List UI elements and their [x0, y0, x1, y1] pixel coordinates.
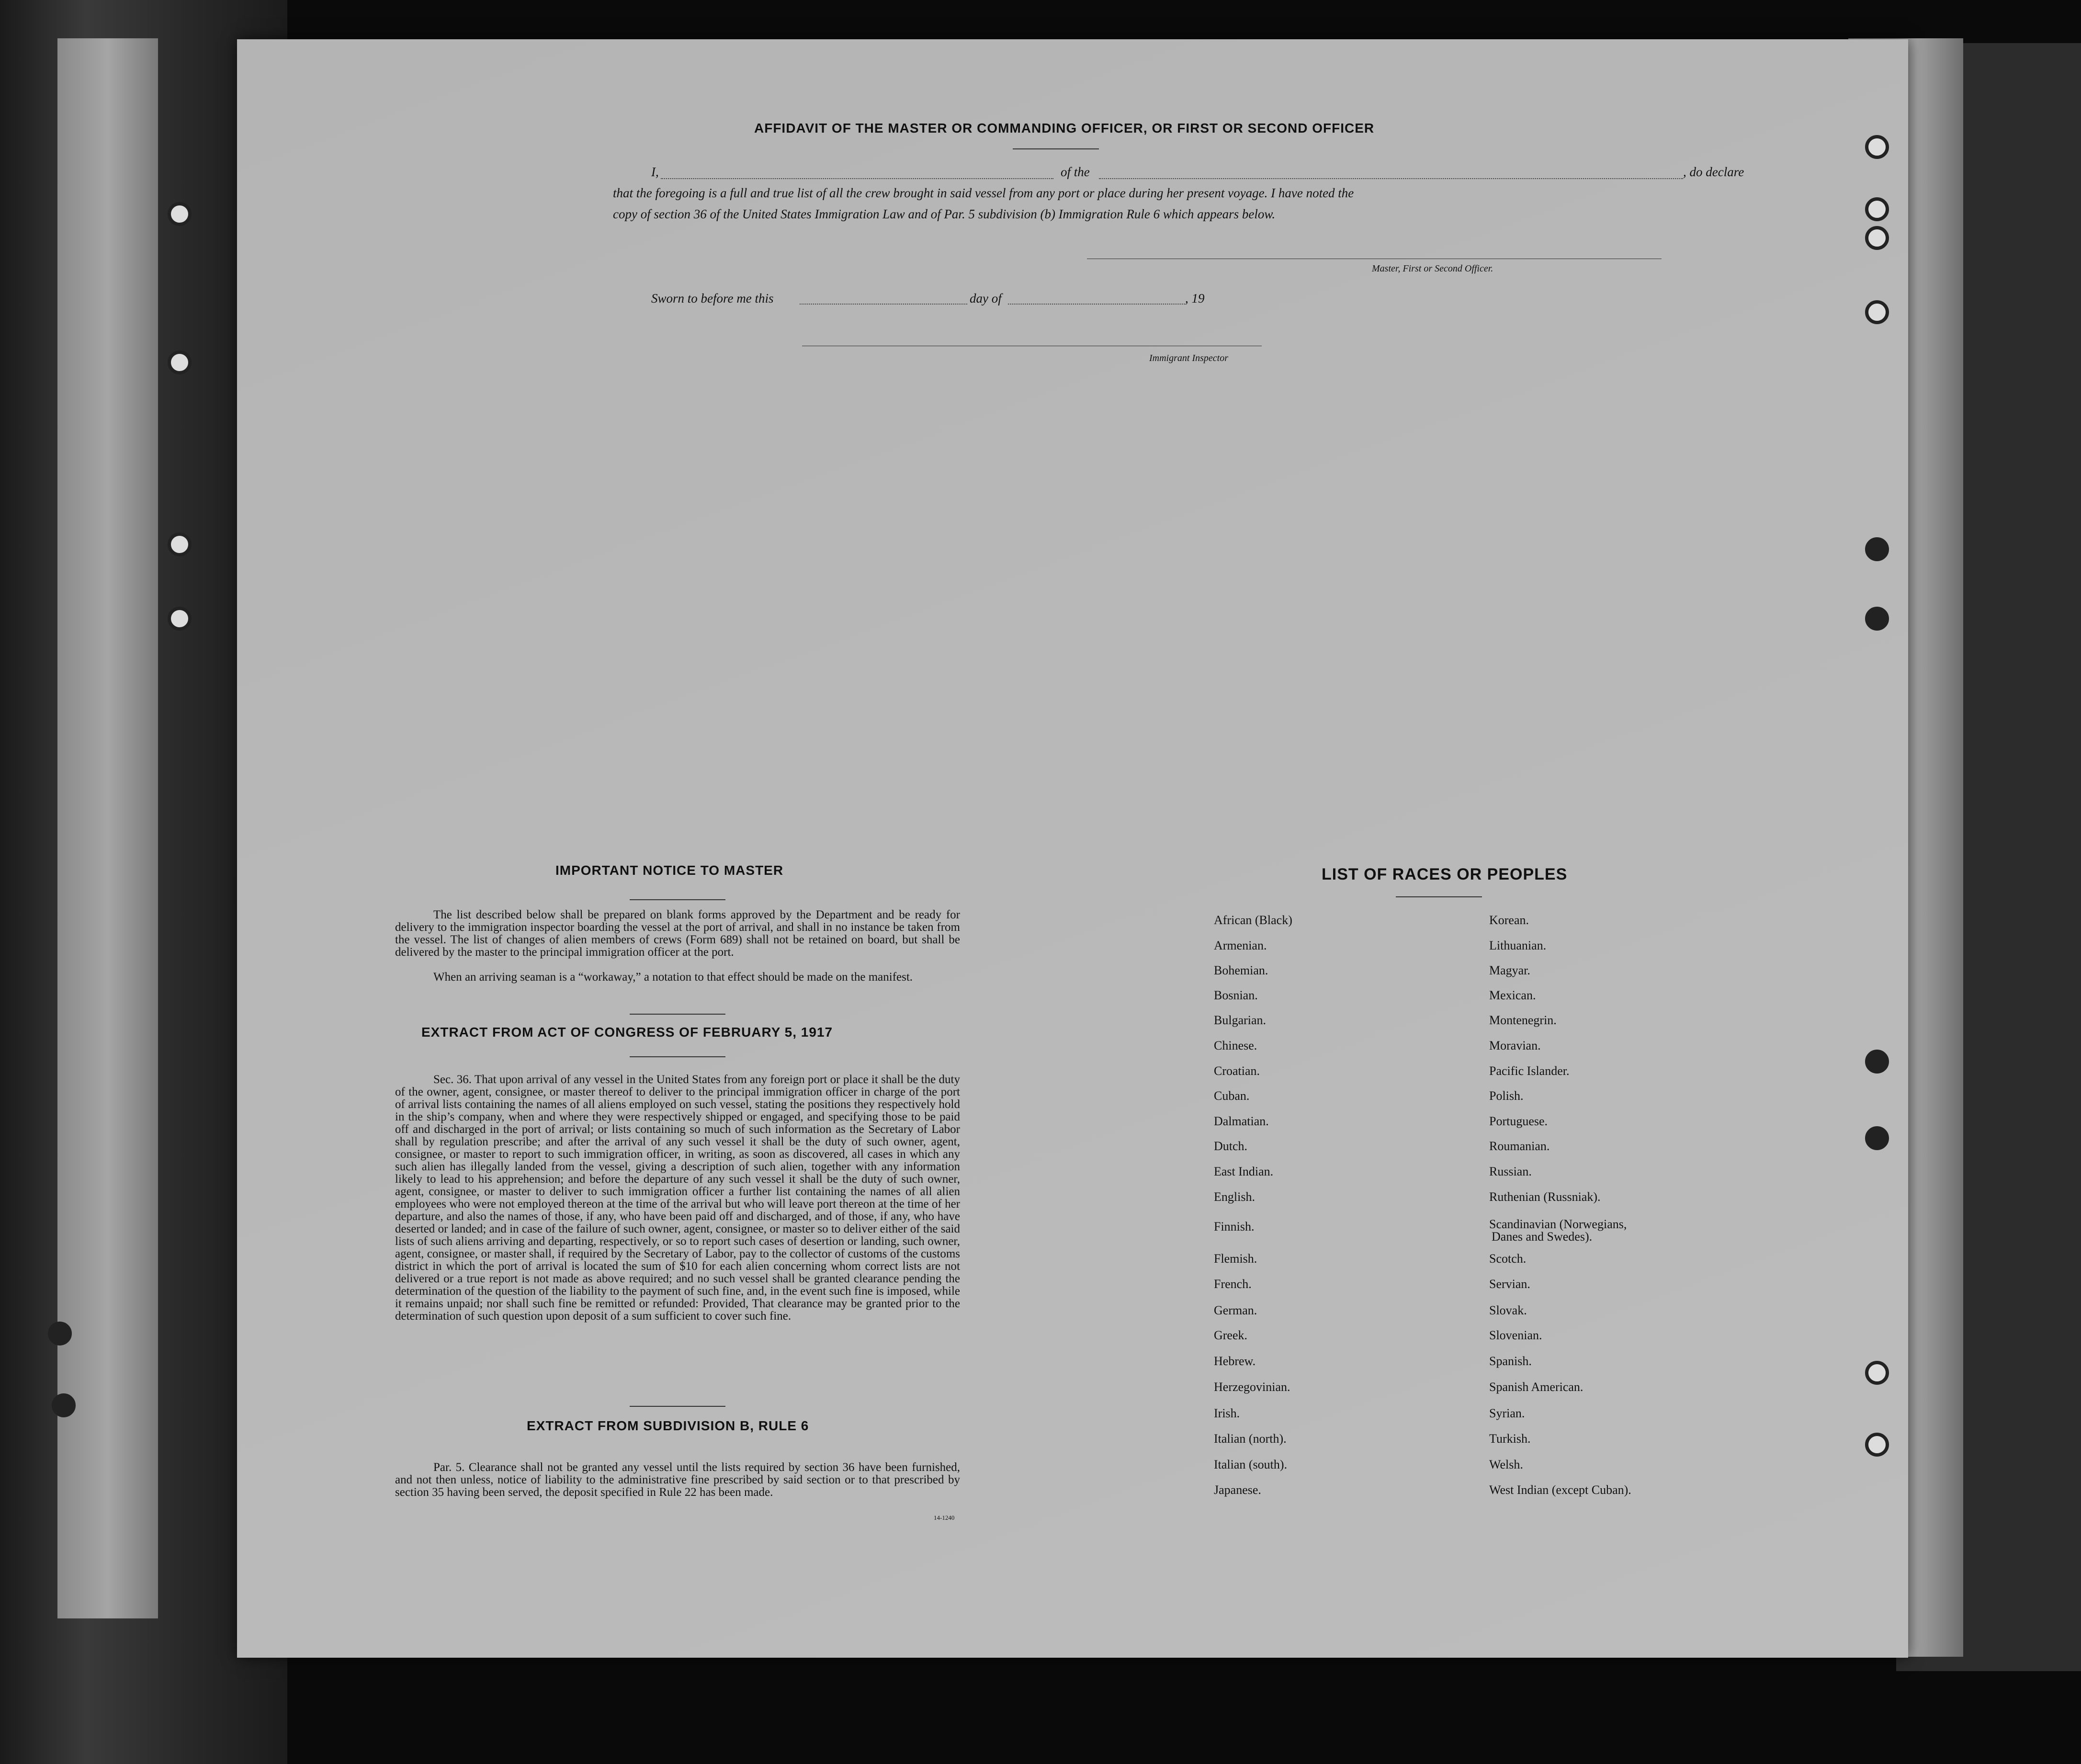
race-item: Turkish.: [1489, 1432, 1531, 1446]
race-item: Armenian.: [1214, 939, 1267, 952]
extract-act-divider-top: [630, 1014, 725, 1015]
race-item: Slovak.: [1489, 1303, 1527, 1317]
race-item: French.: [1214, 1277, 1252, 1291]
notice-title: IMPORTANT NOTICE TO MASTER: [555, 863, 784, 878]
race-item: Roumanian.: [1489, 1139, 1550, 1153]
race-item: Flemish.: [1214, 1252, 1257, 1266]
extract-act-title: EXTRACT FROM ACT OF CONGRESS OF FEBRUARY 5, 1917: [421, 1025, 833, 1040]
vessel-name-blank[interactable]: [1099, 178, 1683, 179]
sworn-month-blank[interactable]: [1008, 304, 1185, 305]
race-item: Ruthenian (Russniak).: [1489, 1190, 1601, 1204]
race-item: Chinese.: [1214, 1039, 1257, 1052]
race-item: Polish.: [1489, 1089, 1524, 1103]
sworn-label: Sworn to before me this: [651, 291, 774, 305]
binder-hole-icon: [52, 1393, 76, 1417]
race-item: Russian.: [1489, 1165, 1532, 1178]
affidavit-i-label: I,: [651, 165, 659, 179]
race-item: Scotch.: [1489, 1252, 1527, 1266]
punch-hole-icon: [168, 607, 192, 631]
race-item: Korean.: [1489, 913, 1529, 927]
extract-rule-title: EXTRACT FROM SUBDIVISION B, RULE 6: [527, 1418, 809, 1433]
extract-rule-divider: [630, 1406, 725, 1407]
punch-hole-icon: [1865, 300, 1889, 324]
extract-act-divider-bottom: [630, 1056, 725, 1057]
race-item: Moravian.: [1489, 1039, 1541, 1052]
race-item: Herzegovinian.: [1214, 1380, 1290, 1394]
manifest-back-page: [237, 39, 1908, 1658]
binder-hole-icon: [48, 1322, 72, 1346]
race-item: Portuguese.: [1489, 1114, 1548, 1128]
race-item: Bulgarian.: [1214, 1013, 1267, 1027]
extract-rule-text: Par. 5. Clearance shall not be granted any vessel until the lists required by section 36 have been furnished, and not then unless, notice of liability to the administrative fine prescribed by said section or to that prescribed by section 35 having been served, the deposit specified in Rule 22 has been made.: [395, 1461, 960, 1499]
race-item: Lithuanian.: [1489, 939, 1547, 952]
races-divider: [1396, 896, 1482, 897]
race-item: Syrian.: [1489, 1406, 1525, 1420]
affidavit-do-declare: , do declare: [1683, 165, 1744, 179]
races-title: LIST OF RACES OR PEOPLES: [1322, 865, 1568, 883]
punch-hole-icon: [1865, 197, 1889, 221]
punch-hole-icon: [168, 202, 192, 226]
race-item: Greek.: [1214, 1328, 1248, 1342]
punch-hole-icon: [1865, 1433, 1889, 1457]
race-item: East Indian.: [1214, 1165, 1274, 1178]
race-item: German.: [1214, 1303, 1257, 1317]
race-item: Slovenian.: [1489, 1328, 1542, 1342]
master-name-blank[interactable]: [661, 178, 1053, 179]
race-item: Magyar.: [1489, 963, 1530, 977]
race-item: Mexican.: [1489, 988, 1536, 1002]
race-item: Spanish American.: [1489, 1380, 1583, 1394]
punch-hole-icon: [1865, 226, 1889, 250]
notice-paragraph-2: When an arriving seaman is a “workaway,” a notation to that effect should be made on the manifest.: [433, 971, 913, 984]
punch-hole-icon: [168, 351, 192, 374]
punch-hole-icon: [1865, 1126, 1889, 1150]
adjacent-page-edge: [57, 38, 158, 1618]
race-item: Montenegrin.: [1489, 1013, 1557, 1027]
race-item: Servian.: [1489, 1277, 1530, 1291]
form-number: 14-1240: [934, 1514, 955, 1521]
race-item: Pacific Islander.: [1489, 1064, 1570, 1078]
race-item: Bosnian.: [1214, 988, 1258, 1002]
punch-hole-icon: [1865, 1361, 1889, 1385]
punch-hole-icon: [168, 532, 192, 556]
affidavit-of-the-label: of the: [1061, 165, 1090, 179]
race-item: Dutch.: [1214, 1139, 1248, 1153]
punch-hole-icon: [1865, 607, 1889, 631]
day-of-label: day of: [970, 291, 1002, 305]
extract-act-text: Sec. 36. That upon arrival of any vessel in the United States from any foreign port or place it shall be the duty of the owner, agent, consignee, or master thereof to deliver to the principal immigration officer in charge of the port of arrival lists containing the names of all aliens employed on such vessel, stating the positions they respectively hold in the ship’s company, when and where they were respectively shipped or engaged, and specifying those to be paid off and discharged in the port of arrival; or lists containing so much of such information as the Secretary of Labor shall by regulation prescribe; and after the arrival of any such vessel it shall be the duty of such owner, agent, consignee, or master to report to such immigration officer, in writing, as soon as discovered, all cases in which any such alien has illegally landed from the vessel, giving a description of such alien, together with any information likely to lead to his apprehension; and before the departure of any such vessel it shall be the duty of such owner, agent, consignee, or master to deliver to such immigration officer a further list containing the names of all alien employees who were not employed thereon at the time of the arrival but who will leave port thereon at the time of her departure, and also the names of those, if any, who have been paid off and discharged, and of those, if any, who have deserted or landed; and in case of the failure of such owner, agent, consignee, or master so to deliver either of the said lists of such aliens arriving and departing, respectively, or so to report such cases of desertion or landing, such owner, agent, consignee, or master shall, if required by the Secretary of Labor, pay to the collector of customs of the customs district in which the port of arrival is located the sum of $10 for each alien concerning whom correct lists are not delivered or a true report is not made as above required; and no such vessel shall be granted clearance pending the determination of the question of the liability to the payment of such fine, and, in the event such fine is imposed, while it remains unpaid; nor shall such fine be remitted or refunded: Provided, That clearance may be granted prior to the determination of such question upon deposit of a sum sufficient to cover such fine.: [395, 1073, 960, 1323]
race-item: Dalmatian.: [1214, 1114, 1269, 1128]
race-item: Irish.: [1214, 1406, 1240, 1420]
notice-paragraph-1: The list described below shall be prepared on blank forms approved by the Department and be ready for delivery to the immigration inspector boarding the vessel at the port of arrival, and shall in no instance be taken from the vessel. The list of changes of alien members of crews (Form 689) shall not be retained on board, but shall be delivered by the master to the principal immigration officer at the port.: [395, 908, 960, 959]
race-item: Italian (south).: [1214, 1458, 1288, 1471]
notice-divider: [630, 899, 725, 900]
year-label: , 19: [1185, 291, 1205, 305]
punch-hole-icon: [1865, 135, 1889, 159]
race-item: Bohemian.: [1214, 963, 1268, 977]
race-item: English.: [1214, 1190, 1255, 1204]
race-scandinavian-continued: Danes and Swedes).: [1492, 1230, 1593, 1244]
master-signature-label: Master, First or Second Officer.: [1372, 263, 1493, 274]
race-item: Italian (north).: [1214, 1432, 1287, 1446]
punch-hole-icon: [1865, 537, 1889, 561]
race-item: Hebrew.: [1214, 1354, 1256, 1368]
race-item: Cuban.: [1214, 1089, 1250, 1103]
affidavit-divider: [1013, 148, 1099, 149]
race-item: Welsh.: [1489, 1458, 1523, 1471]
affidavit-line-3: copy of section 36 of the United States Immigration Law and of Par. 5 subdivision (b) Immigration Rule 6 which appears below.: [613, 207, 1276, 221]
race-item: Scandinavian (Norwegians,: [1489, 1217, 1627, 1231]
race-item: African (Black): [1214, 913, 1292, 927]
race-item: Croatian.: [1214, 1064, 1260, 1078]
race-item: Japanese.: [1214, 1483, 1261, 1497]
race-item: Finnish.: [1214, 1220, 1255, 1233]
affidavit-line-2: that the foregoing is a full and true list of all the crew brought in said vessel from any port or place during her present voyage. I have noted the: [613, 186, 1354, 200]
punch-hole-icon: [1865, 1050, 1889, 1074]
race-item: West Indian (except Cuban).: [1489, 1483, 1631, 1497]
inspector-label: Immigrant Inspector: [1149, 353, 1228, 363]
affidavit-title: AFFIDAVIT OF THE MASTER OR COMMANDING OFFICER, OR FIRST OR SECOND OFFICER: [754, 121, 1375, 136]
sworn-day-blank[interactable]: [800, 304, 967, 305]
race-item: Spanish.: [1489, 1354, 1532, 1368]
